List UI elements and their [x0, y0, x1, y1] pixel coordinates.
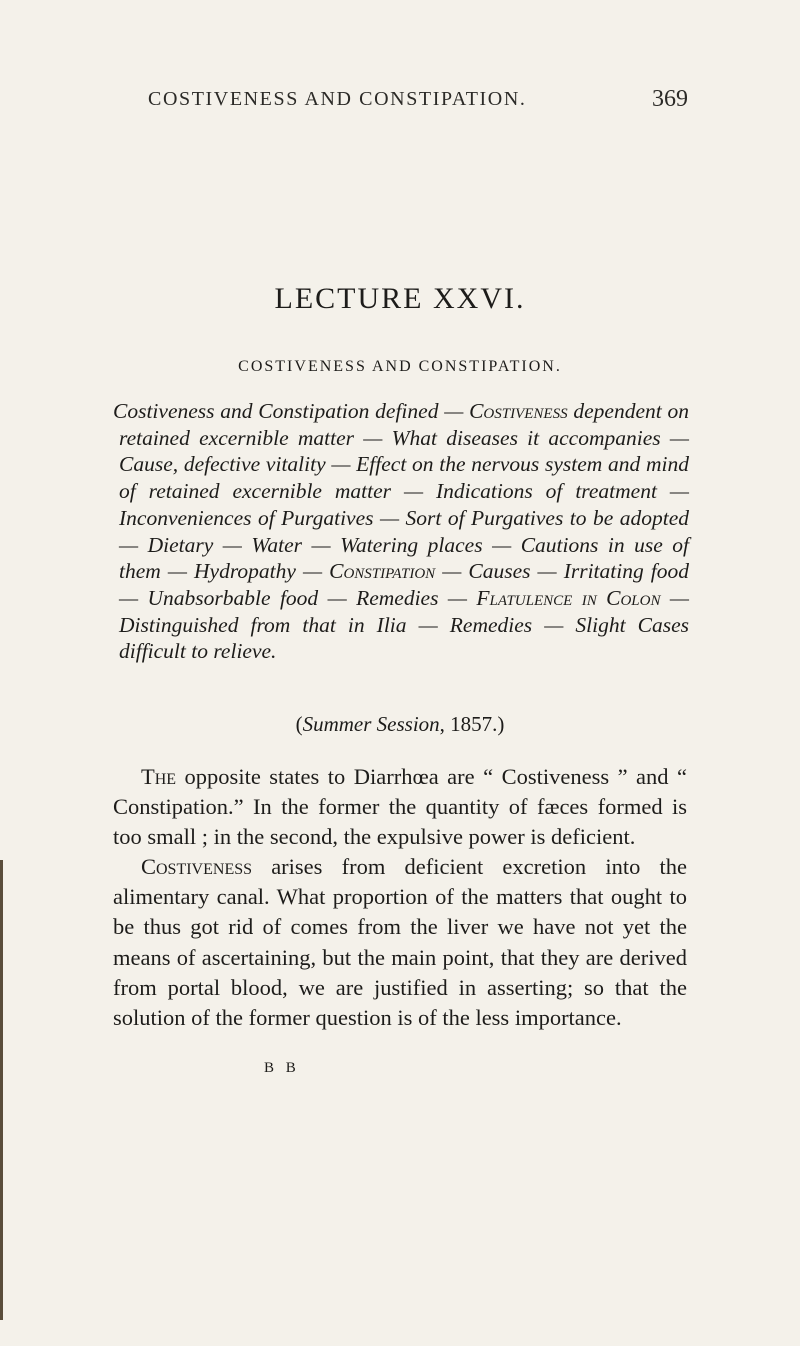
body-text [113, 762, 687, 1033]
page-edge-shadow [0, 860, 3, 1320]
running-title: COSTIVENESS AND CONSTIPATION. [148, 88, 527, 110]
paragraph-2-lead: Costiveness [141, 854, 253, 880]
lecture-subtitle: COSTIVENESS AND CONSTIPATION. [238, 358, 562, 375]
summary-smallcaps-3: Flatulence in Colon [476, 585, 661, 610]
summary-text-4: — Distinguished from that in Ilia — Remedies — Slight Cases difficult to relieve. [119, 585, 689, 664]
paragraph-2 [113, 852, 687, 1033]
page-number: 369 [652, 86, 688, 112]
summary-text-1: Costiveness and Constipation defined — [113, 399, 470, 423]
session-year: , 1857.) [439, 712, 505, 736]
session-open: ( [295, 712, 303, 736]
lecture-title: LECTURE XXVI. [274, 282, 526, 315]
session-note [0, 712, 800, 737]
summary-smallcaps-1: Costiveness [469, 399, 568, 423]
paragraph-2-text: arises from deficient excretion into the alimentary canal. What proportion of the matters that ought to be thus got rid of comes from the liver we have not yet the means of ascertaining, but the main point, that they are derived from portal blood, we are justified in asserting; so that the solution of the former question is of the less importance. [113, 854, 687, 1030]
signature-mark: B B [264, 1060, 300, 1076]
session-name: Summer Session [302, 712, 440, 736]
paragraph-1 [113, 762, 687, 852]
summary-text-2: dependent on retained excernible matter — What diseases it accompanies — Cause, defective vitality — Effect on the nervous system and mind of retained excernible matter — Indications of treatment — Inconveniences of Purgatives — Sort of Purgatives to be adopted — Dietary — Water — Watering places — Cautions in use of them — Hydropathy — [119, 399, 689, 584]
summary-text-3: — Causes — Irritating food — Unabsorbable food — Remedies — [119, 559, 689, 610]
chapter-summary [113, 398, 689, 665]
paragraph-1-text: opposite states to Diarrhœa are “ Costiveness ” and “ Constipation.” In the former the quantity of fæces formed is too small ; in the second, the expulsive power is deficient. [113, 764, 687, 850]
paragraph-1-lead: The [141, 764, 177, 789]
summary-smallcaps-2: Constipation [329, 559, 436, 584]
